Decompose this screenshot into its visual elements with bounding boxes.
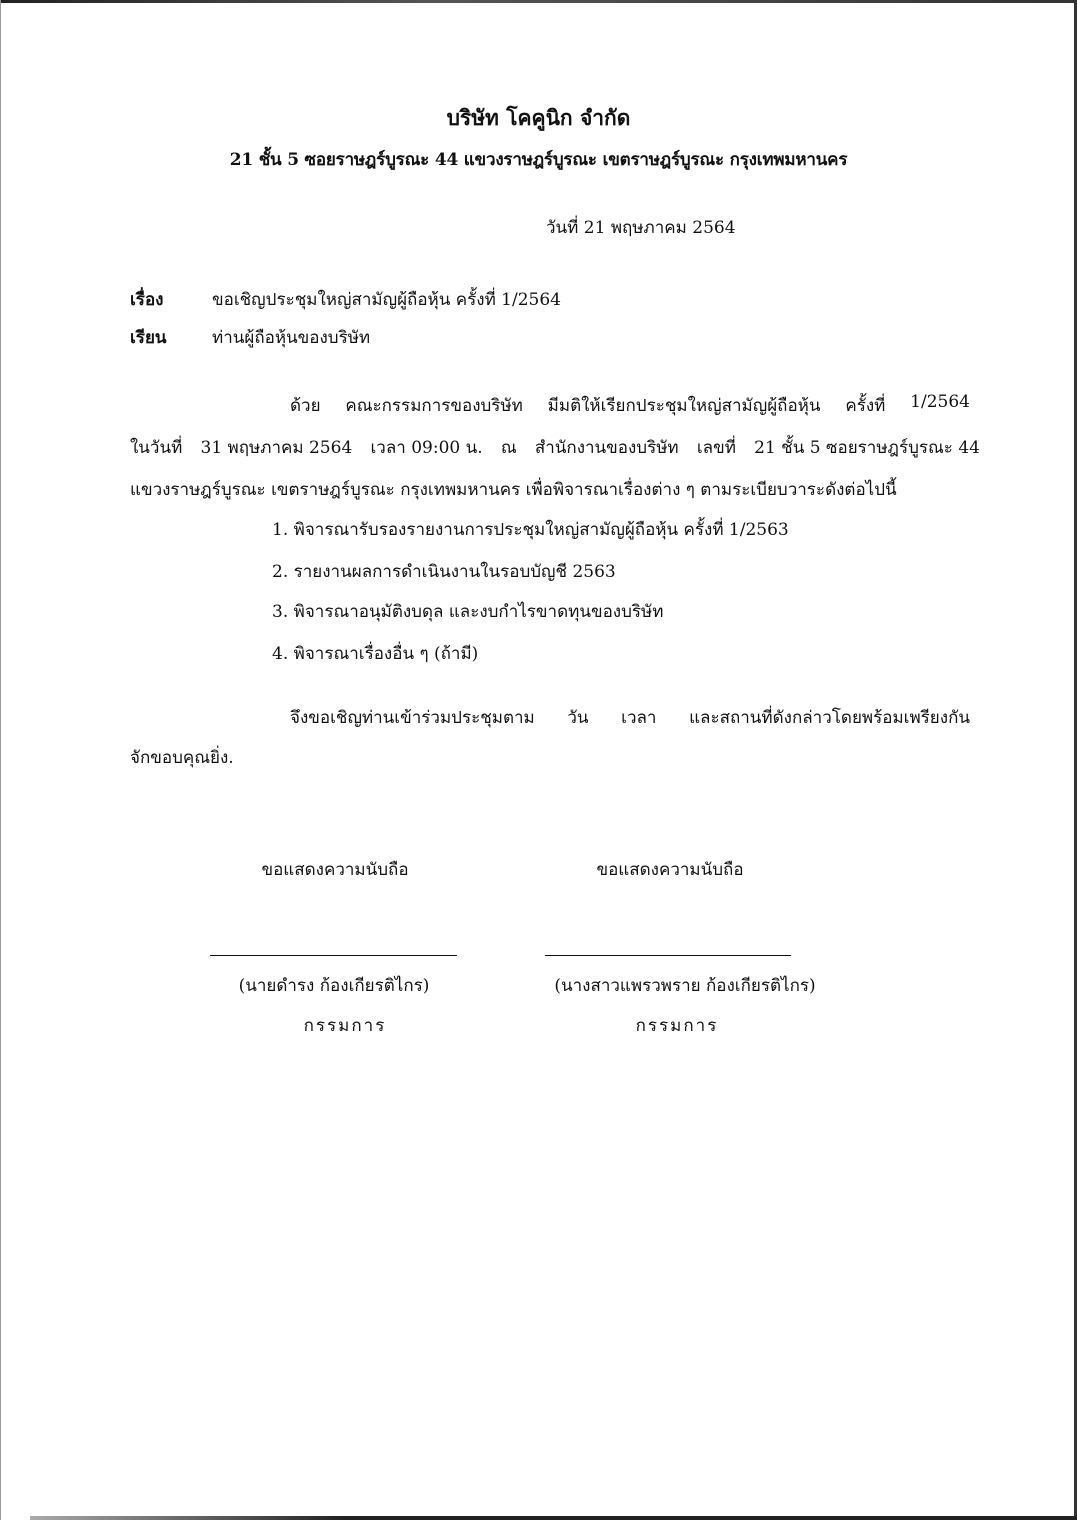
body-word: 31 พฤษภาคม 2564 bbox=[200, 438, 353, 458]
signature-line-right bbox=[545, 955, 791, 956]
scan-edge-left bbox=[0, 0, 1, 1520]
closing-line-1 bbox=[290, 704, 970, 731]
regards-right: ขอแสดงความนับถือ bbox=[596, 860, 744, 880]
subject-text: ขอเชิญประชุมใหญ่สามัญผู้ถือหุ้น ครั้งที่ 1/2564 bbox=[212, 290, 561, 310]
subject-label: เรื่อง bbox=[130, 290, 164, 310]
body-word: ด้วย bbox=[290, 396, 321, 416]
recipient-label: เรียน bbox=[130, 328, 167, 348]
body-word: ครั้งที่ bbox=[845, 396, 886, 416]
body-word: 1/2564 bbox=[910, 392, 970, 412]
closing-word: เวลา bbox=[621, 708, 657, 728]
regards-left: ขอแสดงความนับถือ bbox=[261, 860, 409, 880]
agenda-item: 1. พิจารณารับรองรายงานการประชุมใหญ่สามัญผู้ถือหุ้น ครั้งที่ 1/2563 bbox=[272, 520, 789, 540]
body-paragraph-line-2 bbox=[130, 434, 980, 461]
body-word: ณ bbox=[500, 438, 517, 458]
company-address: 21 ชั้น 5 ซอยราษฎร์บูรณะ 44 แขวงราษฎร์บูรณะ เขตราษฎร์บูรณะ กรุงเทพมหานคร bbox=[229, 150, 848, 170]
closing-word: วัน bbox=[567, 708, 589, 728]
agenda-item: 3. พิจารณาอนุมัติงบดุล และงบกำไรขาดทุนของบริษัท bbox=[272, 602, 664, 622]
signature-line-left bbox=[210, 955, 457, 956]
closing-line-2: จักขอบคุณยิ่ง. bbox=[130, 748, 234, 768]
scan-edge-bottom bbox=[30, 1516, 1077, 1520]
signer-name-left: (นายดำรง ก้องเกียรติไกร) bbox=[238, 976, 430, 996]
body-word: เลขที่ bbox=[696, 438, 736, 458]
signer-title-left: กรรมการ bbox=[303, 1016, 387, 1036]
agenda-item: 4. พิจารณาเรื่องอื่น ๆ (ถ้ามี) bbox=[272, 644, 479, 664]
signer-name-right: (นางสาวแพรวพราย ก้องเกียรติไกร) bbox=[554, 976, 816, 996]
body-word: คณะกรรมการของบริษัท bbox=[345, 396, 523, 416]
signer-title-right: กรรมการ bbox=[635, 1016, 719, 1036]
body-word: ในวันที่ bbox=[130, 438, 183, 458]
body-paragraph-line-1 bbox=[290, 392, 970, 419]
body-word: เวลา 09:00 น. bbox=[370, 438, 483, 458]
letter-date: วันที่ 21 พฤษภาคม 2564 bbox=[546, 218, 736, 238]
recipient-text: ท่านผู้ถือหุ้นของบริษัท bbox=[212, 328, 371, 348]
body-word: สำนักงานของบริษัท bbox=[534, 438, 679, 458]
body-paragraph-line-3: แขวงราษฎร์บูรณะ เขตราษฎร์บูรณะ กรุงเทพมหานคร เพื่อพิจารณาเรื่องต่าง ๆ ตามระเบียบวาระดังต่อไปนี้ bbox=[130, 480, 897, 500]
body-word: มีมติให้เรียกประชุมใหญ่สามัญผู้ถือหุ้น bbox=[547, 396, 821, 416]
agenda-item: 2. รายงานผลการดำเนินงานในรอบบัญชี 2563 bbox=[272, 562, 616, 582]
closing-word: และสถานที่ดังกล่าวโดยพร้อมเพรียงกัน bbox=[689, 708, 970, 728]
body-word: 21 ชั้น 5 ซอยราษฎร์บูรณะ 44 bbox=[754, 438, 980, 458]
closing-word: จึงขอเชิญท่านเข้าร่วมประชุมตาม bbox=[290, 708, 535, 728]
company-name: บริษัท โคคูนิก จำกัด bbox=[446, 105, 631, 130]
scan-edge-top bbox=[0, 0, 1077, 3]
